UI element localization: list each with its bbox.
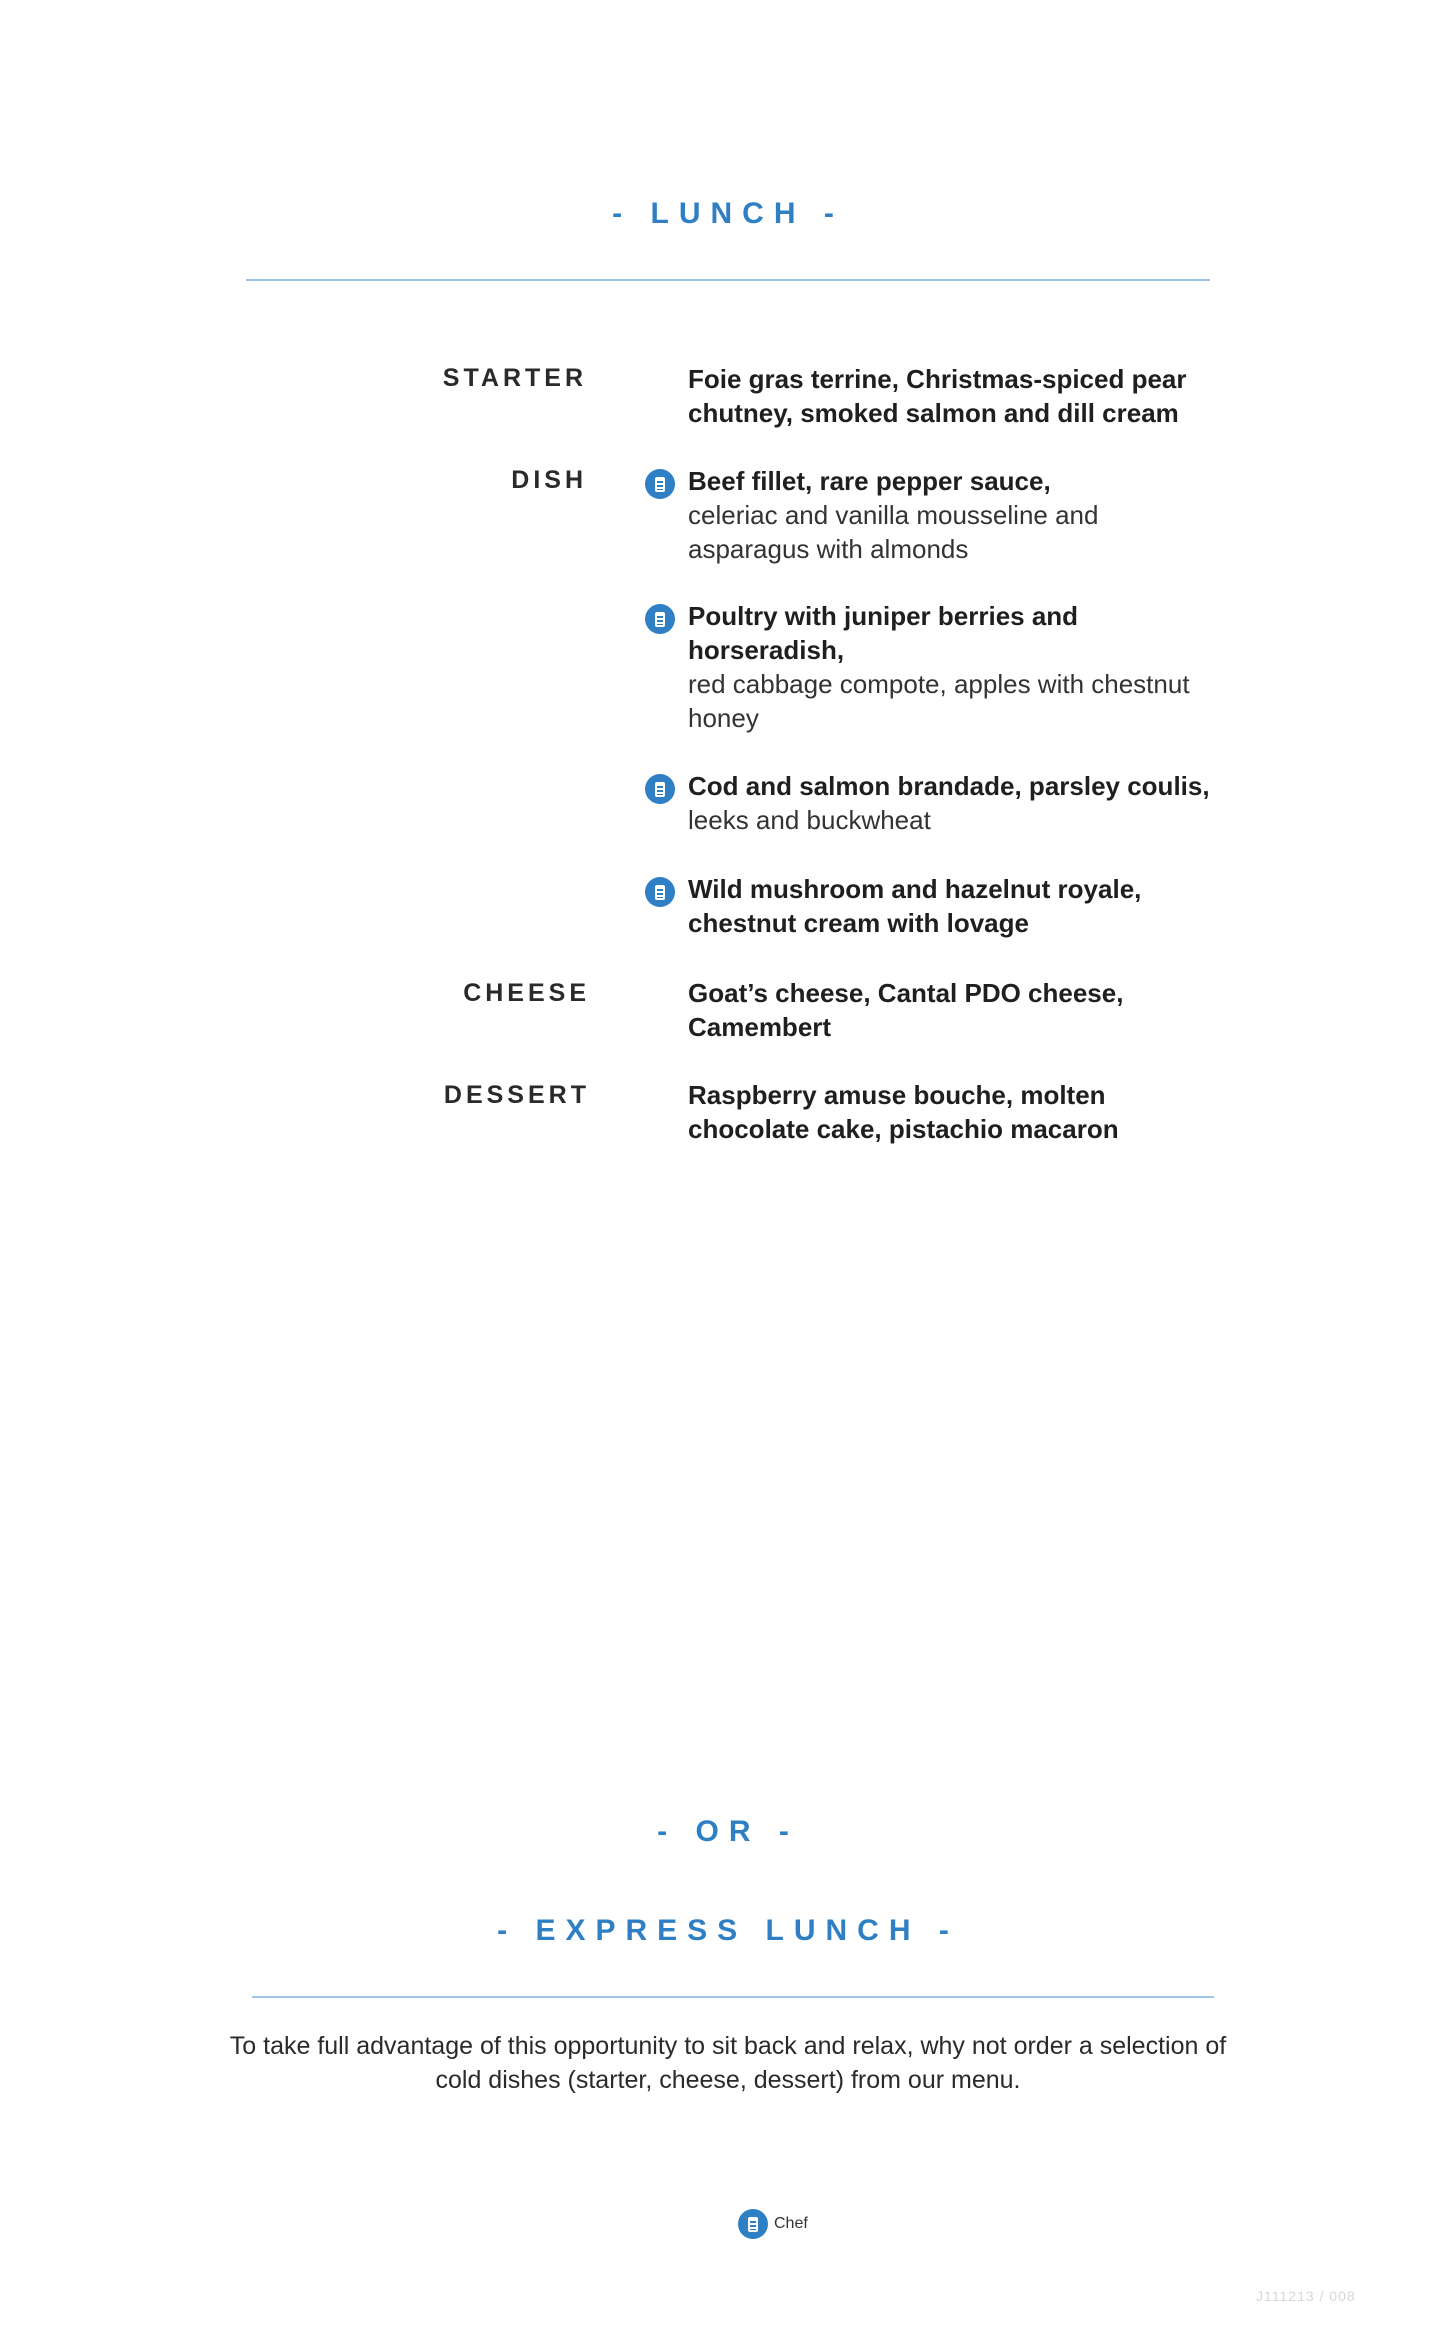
menu-item-title: Cod and salmon brandade, parsley coulis, bbox=[688, 771, 1210, 801]
menu-item-title: Wild mushroom and hazelnut royale, chestnut cream with lovage bbox=[688, 874, 1142, 938]
chef-icon bbox=[645, 604, 675, 634]
menu-item-description: red cabbage compote, apples with chestnut honey bbox=[688, 669, 1190, 733]
course-label-dish: DISH bbox=[511, 466, 587, 494]
menu-item-dish-2 bbox=[688, 599, 1218, 735]
chef-icon bbox=[645, 877, 675, 907]
menu-item-dessert bbox=[688, 1078, 1218, 1146]
lunch-heading: - LUNCH - bbox=[612, 197, 844, 230]
lunch-divider bbox=[246, 279, 1210, 281]
print-code: J111213 / 008 bbox=[1256, 2288, 1356, 2304]
course-label-starter: STARTER bbox=[442, 364, 587, 392]
menu-item-description: leeks and buckwheat bbox=[688, 805, 931, 835]
chef-legend bbox=[738, 2208, 808, 2240]
chef-icon bbox=[645, 469, 675, 499]
chef-icon bbox=[645, 774, 675, 804]
chef-legend-label: Chef bbox=[774, 2215, 808, 2232]
or-separator: - OR - bbox=[657, 1815, 799, 1848]
menu-item-starter bbox=[688, 362, 1218, 430]
chef-icon bbox=[738, 2209, 768, 2239]
express-divider bbox=[252, 1996, 1214, 1998]
menu-item-description: celeriac and vanilla mousseline and asparagus with almonds bbox=[688, 500, 1099, 564]
course-label-cheese: CHEESE bbox=[463, 979, 590, 1007]
express-lunch-heading: - EXPRESS LUNCH - bbox=[497, 1914, 959, 1947]
course-label-dessert: DESSERT bbox=[443, 1081, 590, 1109]
menu-item-title: Raspberry amuse bouche, molten chocolate cake, pistachio macaron bbox=[688, 1080, 1119, 1144]
express-lunch-note: To take full advantage of this opportunity to sit back and relax, why not order a selection of cold dishes (starter, cheese, dessert) from our menu. bbox=[229, 2032, 1227, 2094]
menu-item-title: Foie gras terrine, Christmas-spiced pear chutney, smoked salmon and dill cream bbox=[688, 364, 1187, 428]
menu-item-dish-4 bbox=[688, 872, 1218, 940]
menu-item-dish-1 bbox=[688, 464, 1218, 566]
menu-item-title: Poultry with juniper berries and horseradish, bbox=[688, 601, 1079, 665]
menu-item-title: Goat’s cheese, Cantal PDO cheese, Camembert bbox=[688, 978, 1124, 1042]
menu-item-title: Beef fillet, rare pepper sauce, bbox=[688, 466, 1051, 496]
menu-item-cheese bbox=[688, 976, 1218, 1044]
menu-item-dish-3 bbox=[688, 769, 1218, 837]
